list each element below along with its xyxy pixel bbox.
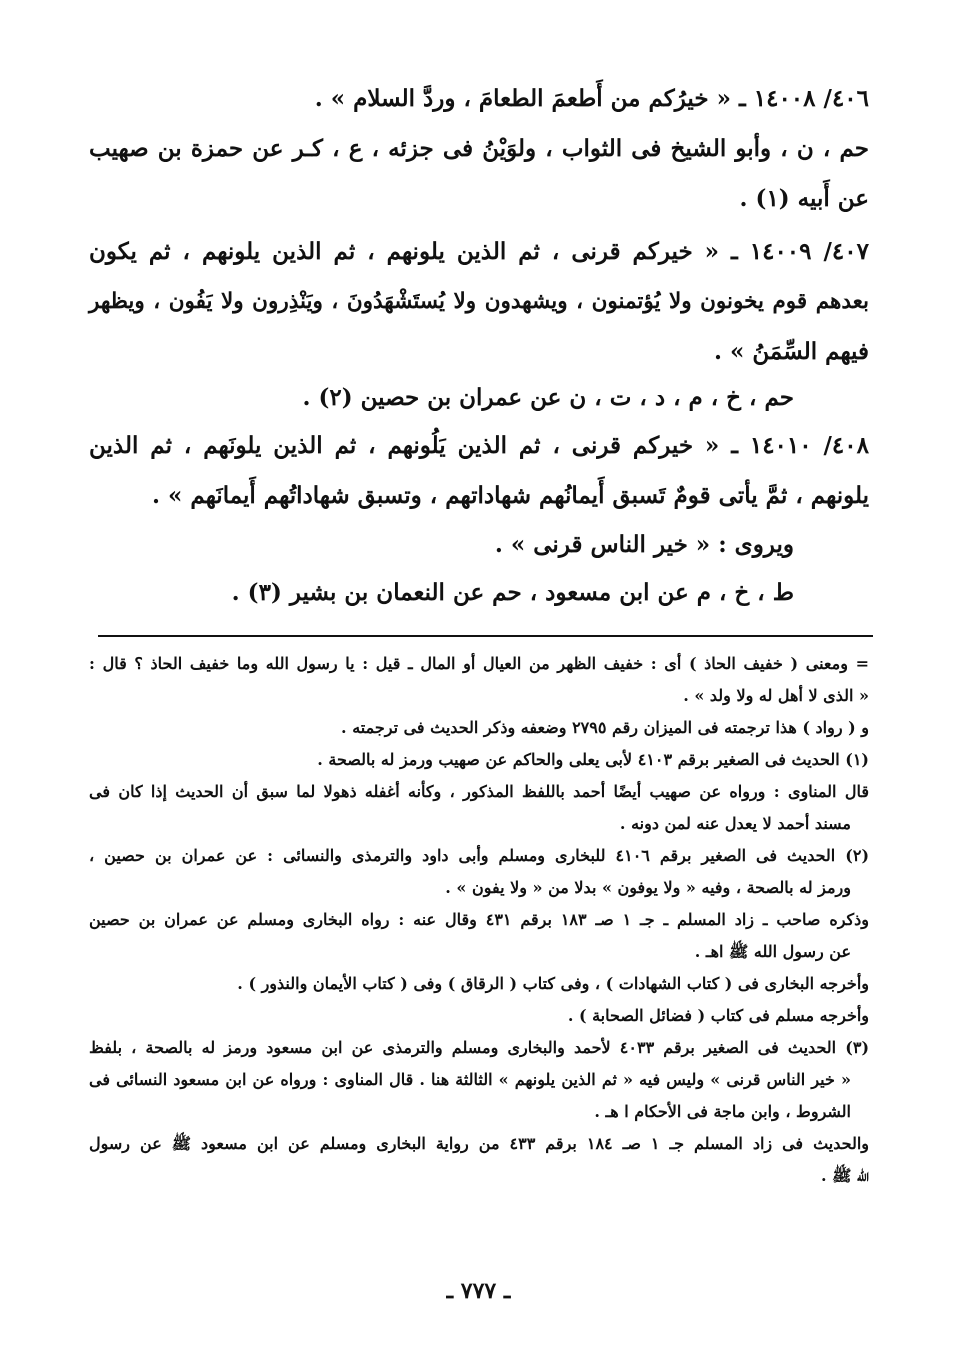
footnote-line: وذكره صاحب ـ زاد المسلم ـ جـ ١ صـ ١٨٣ برقم ٤٣١ وقال عنه : رواه البخارى ومسلم عن عمران بن حصين [89,910,870,929]
hadith-408-source [89,568,869,618]
footnote-line: قال المناوى : ورواه عن صهيب أيضًا أحمد باللفظ المذكور ، وكأنه أغفله ذهولا لما سبق أن الحديث إذا كان فى [89,782,869,801]
hadith-text-line: ٤٠٨/ ١٤٠١٠ ـ « خيركم قرنى ، ثم الذين يَلُونهم ، ثم الذين يلونَهم ، ثم الذين [89,432,869,459]
footnote-line: « الذى لا أهل له ولا ولد » . [683,686,869,705]
footnote-separator [98,635,873,637]
footnotes [89,648,869,1192]
source-line: حم ، ن ، وأبو الشيخ فى الثواب ، ولوَيْنُ فى جزئه ، ع ، كـر عن حمزة بن صهيب [89,135,869,162]
footnote-line: « خير الناس قرنى » وليس فيه « ثم الذين يلونهم » الثالثة هنا . قال المناوى : ورواه عن ابن مسعود النسائى فى [89,1070,851,1089]
hadith-406 [89,74,869,124]
footnote-line: و ( رواد ) هذا ترجمته فى الميزان رقم ٢٧٩٥ وضعفه وذكر الحديث فى ترجمته . [341,718,869,737]
hadith-407 [89,227,869,377]
footnote-line: عن رسول الله ﷺ اهـ . [694,942,851,961]
footnote-line: وأخرجه مسلم فى كتاب ( فضائل الصحابة ) . [567,1006,869,1025]
hadith-406-source [89,124,869,224]
page-number: ـ ٧٧٧ ـ [446,1278,511,1304]
hadith-407-source [89,373,869,423]
narration-line: ويروى : « خير الناس قرنى » . [494,531,794,558]
footnote-line: الله ﷺ . [821,1166,869,1185]
footnote-line: = ومعنى ( خفيف الحاذ ) أى : خفيف الظهر من العيال أو المال ـ قيل : يا رسول الله وما خفيف الحاذ ؟ قال : [89,654,869,673]
footnote-line: ورمز له بالصحة ، وفيه « ولا يوفون » بدلا من « ولا يفون » . [445,878,851,897]
hadith-text-line: يلونهم ، ثمَّ يأتى قومٌ تَسبق أَيمانُهم شهاداتهم ، وتسبق شهاداتُهم أَيمانَهم » . [152,482,869,509]
hadith-text-line: ٤٠٧/ ١٤٠٠٩ ـ « خيركم قرنى ، ثم الذين يلونهم ، ثم الذين يلونهم ، ثم يكون [89,238,869,265]
source-line: حم ، خ ، م ، د ، ت ، ن عن عمران بن حصين (٢) . [302,384,794,411]
footnote-line: (٢) الحديث فى الصغير برقم ٤١٠٦ للبخارى ومسلم وأبى داود والترمذى والنسائى : عن عمران بن حصين ، [89,846,870,865]
source-line: ط ، خ ، م عن ابن مسعود ، حم عن النعمان بن بشير (٣) . [231,579,794,606]
footnote-line: (١) الحديث فى الصغير برقم ٤١٠٣ لأبى يعلى والحاكم عن صهيب ورمز له بالصحة . [317,750,869,769]
footnote-line: مسند أحمد لا يعدل عنه لمن دونه . [619,814,851,833]
hadith-text-line: بعدهم قوم يخونون ولا يُؤتمنون ، ويشهدون ولا يُستَشْهَدُونَ ، ويَنْذِرون ولا يَفُون ، ويظهر [89,289,869,314]
hadith-text-line: فيهم السِّمَنُ » . [714,338,869,365]
footnote-line: والحديث فى زاد المسلم جـ ١ صـ ١٨٤ برقم ٤٣٣ من رواية البخارى ومسلم عن ابن مسعود ﷺ عن رسول [89,1134,870,1153]
hadith-408 [89,421,869,521]
hadith-text-line: ٤٠٦/ ١٤٠٠٨ ـ « خيرُكم من أَطعمَ الطعامَ ، وردَّ السلام » . [314,85,869,112]
source-line: عن أَبيه (١) . [739,185,869,212]
footnote-line: (٣) الحديث فى الصغير برقم ٤٠٣٣ لأحمد والبخارى ومسلم والترمذى عن ابن مسعود ورمز له بالصحة ، بلفظ [89,1038,870,1057]
footnote-line: وأخرجه البخارى فى ( كتاب الشهادات ) ، وفى كتاب ( الرقاق ) وفى ( كتاب الأيمان والنذور ) . [237,974,869,993]
footnote-line: الشروط ، وابن ماجة فى الأحكام ا هـ . [594,1102,851,1121]
alternate-narration [89,520,869,570]
